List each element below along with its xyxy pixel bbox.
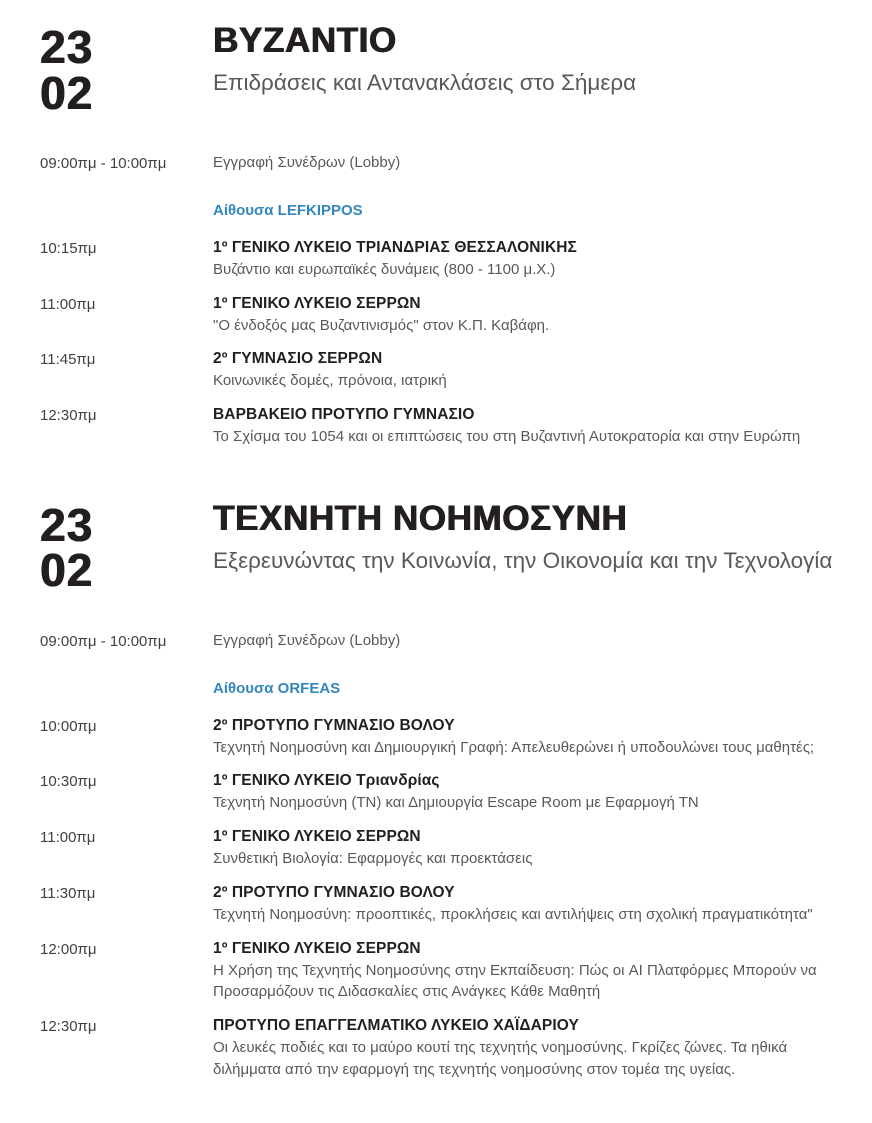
registration-row (40, 152, 834, 175)
section-texniti-noimosyni (40, 500, 834, 1081)
event-row (40, 237, 834, 281)
section-header (40, 21, 834, 119)
section-title: ΒΥΖΑΝΤΙΟ (213, 21, 397, 60)
event-time: 11:00πμ (40, 829, 96, 847)
event-row (40, 404, 834, 448)
event-school: 1º ΓΕΝΙΚΟ ΛΥΚΕΙΟ ΣΕΡΡΩΝ (213, 828, 421, 846)
event-school: ΠΡΟΤΥΠΟ ΕΠΑΓΓΕΛΜΑΤΙΚΟ ΛΥΚΕΙΟ ΧΑΪΔΑΡΙΟΥ (213, 1017, 579, 1035)
event-topic: Οι λευκές ποδιές και το μαύρο κουτί της τεχνητής νοημοσύνης. Γκρίζες ζώνες. Τα ηθικά διλήμματα από την εφαρμογή της τεχνητής νοημοσύνης στον τομέα της υγείας. (213, 1039, 788, 1078)
event-school: ΒΑΡΒΑΚΕΙΟ ΠΡΟΤΥΠΟ ΓΥΜΝΑΣΙΟ (213, 406, 475, 424)
event-row (40, 938, 834, 1004)
section-byzantio (40, 22, 834, 448)
event-topic: Τεχνητή Νοημοσύνη και Δημιουργική Γραφή: Απελευθερώνει ή υποδουλώνει τους μαθητές; (213, 738, 815, 756)
event-row (40, 1015, 834, 1081)
section-subtitle: Επιδράσεις και Αντανακλάσεις στο Σήμερα (213, 69, 637, 95)
event-row (40, 348, 834, 392)
event-time: 10:30πμ (40, 773, 97, 791)
section-heading (213, 500, 834, 574)
registration-row (40, 630, 834, 653)
event-time: 10:15πμ (40, 239, 97, 257)
room-row (40, 678, 834, 699)
event-row (40, 293, 834, 337)
event-topic: Κοινωνικές δομές, πρόνοια, ιατρική (213, 372, 447, 390)
section-subtitle: Εξερευνώντας την Κοινωνία, την Οικονομία και την Τεχνολογία (213, 547, 833, 573)
event-topic: Τεχνητή Νοημοσύνη (ΤΝ) και Δημιουργία Escape Room με Εφαρμογή ΤΝ (213, 794, 699, 812)
event-topic: Το Σχίσμα του 1054 και οι επιπτώσεις του στη Βυζαντινή Αυτοκρατορία και στην Ευρώπη (213, 428, 801, 446)
event-time: 11:30πμ (40, 884, 96, 902)
date-day: 23 (40, 21, 94, 73)
event-row (40, 715, 834, 759)
registration-label: Εγγραφή Συνέδρων (Lobby) (213, 154, 401, 172)
section-header (40, 498, 834, 597)
room-label: Αίθουσα LEFKIPPOS (213, 201, 363, 219)
event-time: 12:30πμ (40, 407, 97, 425)
room-row (40, 200, 834, 221)
event-topic: "Ο ένδοξός μας Βυζαντινισμός" στον Κ.Π. Καβάφη. (213, 316, 550, 334)
event-time: 10:00πμ (40, 717, 97, 735)
event-school: 2º ΓΥΜΝΑΣΙΟ ΣΕΡΡΩΝ (213, 350, 383, 368)
event-time: 11:45πμ (40, 351, 96, 369)
date-month: 02 (40, 66, 94, 119)
date-block (40, 21, 213, 119)
event-topic: Συνθετική Βιολογία: Εφαρμογές και προεκτάσεις (213, 850, 533, 868)
event-school: 1º ΓΕΝΙΚΟ ΛΥΚΕΙΟ ΤΡΙΑΝΔΡΙΑΣ ΘΕΣΣΑΛΟΝΙΚΗΣ (213, 238, 577, 256)
event-row (40, 770, 834, 814)
event-school: 1º ΓΕΝΙΚΟ ΛΥΚΕΙΟ Τριανδρίας (213, 772, 440, 790)
date-day: 23 (40, 498, 94, 551)
event-topic: Βυζάντιο και ευρωπαϊκές δυνάμεις (800 - 1100 μ.Χ.) (213, 260, 556, 278)
event-time: 12:30πμ (40, 1018, 97, 1036)
event-time: 12:00πμ (40, 940, 97, 958)
event-row (40, 826, 834, 870)
section-title: ΤΕΧΝΗΤΗ ΝΟΗΜΟΣΥΝΗ (213, 498, 628, 538)
event-row (40, 882, 834, 926)
section-heading (213, 22, 834, 96)
event-topic: Η Χρήση της Τεχνητής Νοημοσύνης στην Εκπαίδευση: Πώς οι AI Πλατφόρμες Μπορούν να Προσαρμόζουν τις Διδασκαλίες στις Ανάγκες Κάθε Μαθητή (213, 961, 817, 1001)
event-school: 2º ΠΡΟΤΥΠΟ ΓΥΜΝΑΣΙΟ ΒΟΛΟΥ (213, 883, 455, 901)
event-topic: Τεχνητή Νοημοσύνη: προοπτικές, προκλήσεις και αντιλήψεις στη σχολική πραγματικότητα" (213, 905, 813, 923)
event-time: 11:00πμ (40, 295, 96, 313)
registration-time: 09:00πμ - 10:00πμ (40, 632, 167, 650)
date-block (40, 498, 213, 597)
event-school: 1º ΓΕΝΙΚΟ ΛΥΚΕΙΟ ΣΕΡΡΩΝ (213, 939, 421, 957)
registration-label: Εγγραφή Συνέδρων (Lobby) (213, 631, 401, 649)
event-school: 2º ΠΡΟΤΥΠΟ ΓΥΜΝΑΣΙΟ ΒΟΛΟΥ (213, 716, 455, 734)
registration-time: 09:00πμ - 10:00πμ (40, 155, 167, 173)
date-month: 02 (40, 544, 94, 597)
event-school: 1º ΓΕΝΙΚΟ ΛΥΚΕΙΟ ΣΕΡΡΩΝ (213, 294, 421, 312)
room-label: Αίθουσα ORFEAS (213, 679, 341, 697)
